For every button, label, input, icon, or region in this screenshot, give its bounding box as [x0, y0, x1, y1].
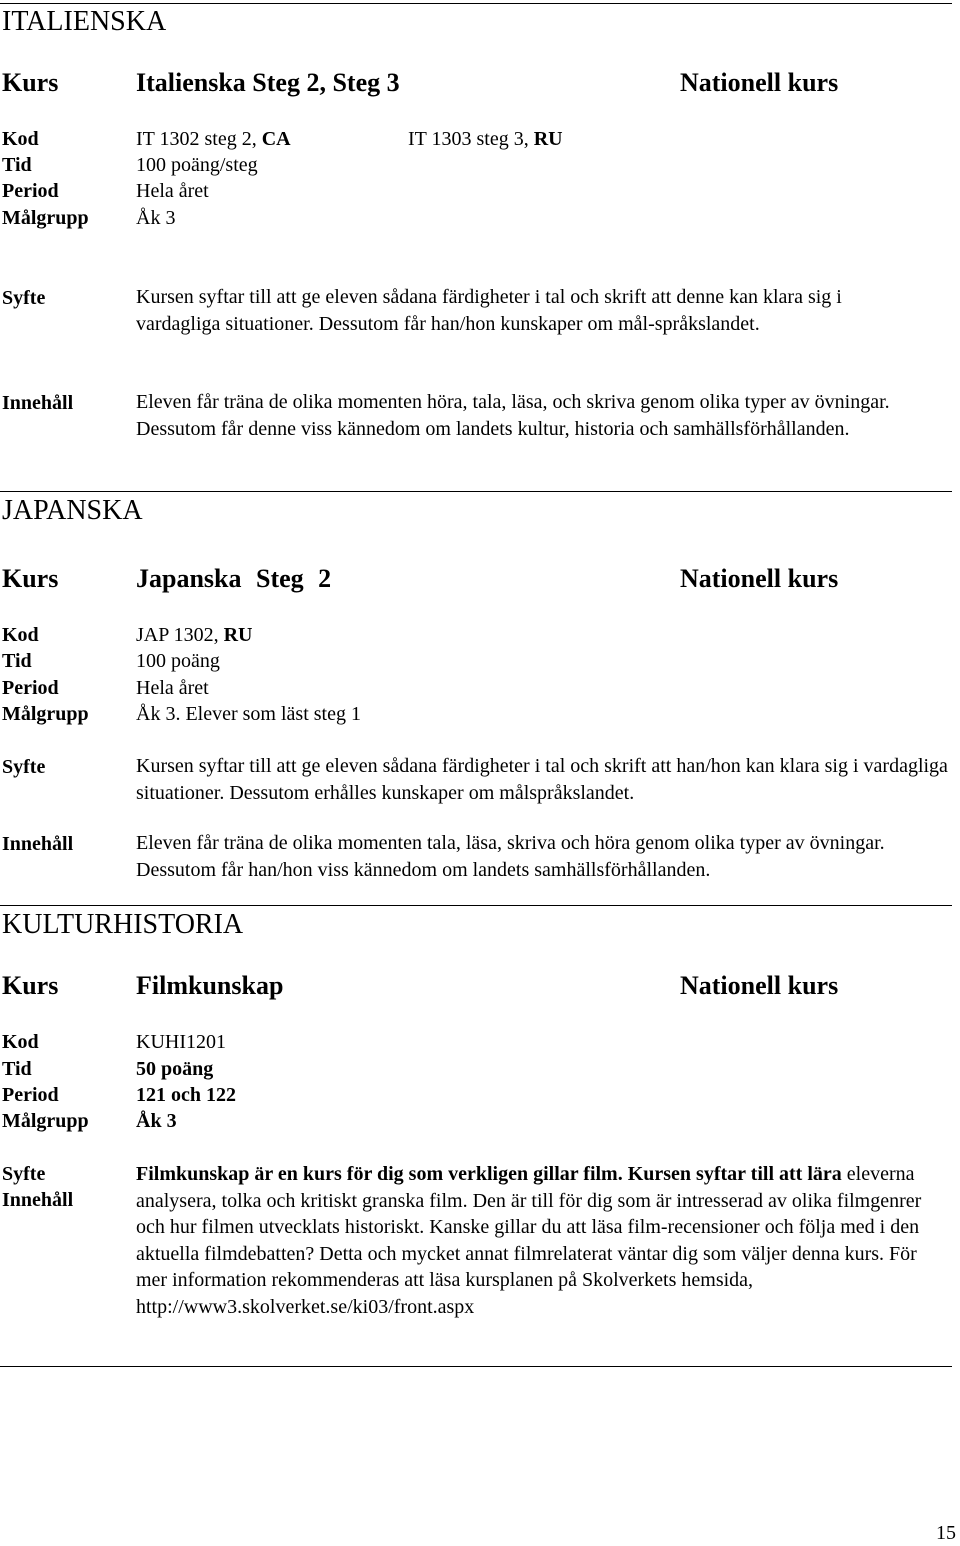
syfte-label: Syfte — [2, 287, 46, 309]
innehall-text: Eleven får träna de olika momenten höra, tala, läsa, och skriva genom olika typer av övningar. Dessutom får denne viss kännedom om landets kultur, historia och samhällsförhållanden. — [136, 391, 890, 440]
period-value: Hela året — [136, 677, 209, 699]
course-type: Nationell kurs — [680, 564, 839, 593]
period-label: Period — [2, 1084, 59, 1106]
course-name: Italienska Steg 2, Steg 3 — [136, 68, 400, 97]
kod-value: JAP 1302, RU — [136, 624, 253, 646]
divider — [0, 491, 952, 492]
tid-label: Tid — [2, 154, 32, 176]
course-type: Nationell kurs — [680, 68, 839, 97]
innehall-label: Innehåll — [2, 392, 74, 414]
period-value: 121 och 122 — [136, 1084, 236, 1106]
malgrupp-label: Målgrupp — [2, 1110, 89, 1132]
syfte-label: Syfte — [2, 756, 46, 778]
tid-value: 100 poäng — [136, 650, 220, 672]
kod-label: Kod — [2, 128, 39, 150]
divider — [0, 905, 952, 906]
tid-value: 50 poäng — [136, 1058, 214, 1080]
syfte-label: Syfte — [2, 1163, 46, 1185]
page-number: 15 — [936, 1522, 956, 1544]
course-name: Filmkunskap — [136, 971, 284, 1000]
tid-label: Tid — [2, 1058, 32, 1080]
section-title: ITALIENSKA — [2, 6, 167, 37]
tid-label: Tid — [2, 650, 32, 672]
section-title: JAPANSKA — [2, 495, 143, 526]
top-rule — [0, 3, 952, 4]
innehall-label: Innehåll — [2, 833, 74, 855]
syfte-text: Kursen syftar till att ge eleven sådana färdigheter i tal och skrift att han/hon kan klara sig i vardagliga situationer. Dessutom erhålles kunskaper om målspråkslandet. — [136, 755, 948, 804]
malgrupp-value: Åk 3 — [136, 207, 176, 229]
course-description — [136, 1161, 948, 1320]
kod-label: Kod — [2, 624, 39, 646]
description-bold: Filmkunskap är en kurs för dig som verkligen gillar film. Kursen syftar till att lära — [136, 1163, 842, 1185]
kod-label: Kod — [2, 1031, 39, 1053]
malgrupp-value: Åk 3. Elever som läst steg 1 — [136, 703, 361, 725]
period-value: Hela året — [136, 180, 209, 202]
course-name: Japanska Steg 2 — [136, 564, 332, 593]
kurs-label: Kurs — [2, 564, 59, 593]
course-type: Nationell kurs — [680, 971, 839, 1000]
kod-value: KUHI1201 — [136, 1031, 226, 1053]
syfte-text: Kursen syftar till att ge eleven sådana färdigheter i tal och skrift att denne kan klara sig i vardagliga situationer. Dessutom får han/hon kunskaper om mål-språkslandet. — [136, 286, 842, 335]
tid-value: 100 poäng/steg — [136, 154, 258, 176]
divider — [0, 1366, 952, 1367]
description-rest: eleverna analysera, tolka och kritiskt granska film. Den är till för dig som är intresserad av olika filmgenrer och hur filmen utvecklats historiskt. Kanske gillar du att läsa film-recensioner och följa med i den aktuella filmdebatten? Detta och mycket annat filmrelaterat väntar dig som väljer denna kurs. För mer information rekommenderas att läsa kursplanen på Skolverkets hemsida, http://www3.skolverket.se/ki03/front.aspx — [136, 1163, 922, 1318]
innehall-text: Eleven får träna de olika momenten tala, läsa, skriva och höra genom olika typer av övningar. Dessutom får han/hon viss kännedom om landets samhällsförhållanden. — [136, 832, 885, 881]
kod-value-2: IT 1303 steg 3, RU — [408, 128, 563, 150]
period-label: Period — [2, 677, 59, 699]
innehall-label: Innehåll — [2, 1189, 74, 1211]
malgrupp-label: Målgrupp — [2, 703, 89, 725]
malgrupp-label: Målgrupp — [2, 207, 89, 229]
malgrupp-value: Åk 3 — [136, 1110, 177, 1132]
kurs-label: Kurs — [2, 68, 59, 97]
section-title: KULTURHISTORIA — [2, 909, 244, 940]
kod-value-1: IT 1302 steg 2, CA — [136, 128, 291, 150]
period-label: Period — [2, 180, 59, 202]
kurs-label: Kurs — [2, 971, 59, 1000]
